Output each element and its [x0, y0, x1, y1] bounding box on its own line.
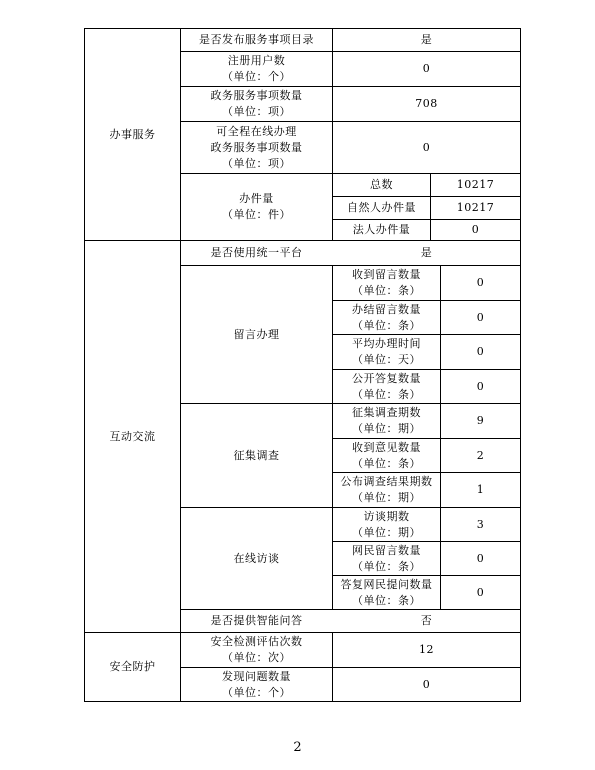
page-number: 2: [293, 740, 302, 755]
catalog-label: 是否发布服务事项目录: [199, 33, 314, 46]
interview-periods-value: 3: [476, 517, 485, 531]
messages-received-label: 收到留言数量 （单位：条）: [352, 268, 421, 297]
survey-periods-value: 9: [476, 414, 485, 427]
cases-legal-label: 法人办件量: [352, 223, 411, 236]
inspections-value: 12: [419, 643, 434, 656]
issues-value: 0: [422, 677, 431, 691]
interview-group-label: 在线访谈: [233, 551, 280, 565]
interview-answered-value: 0: [476, 585, 485, 599]
messages-received-value: 0: [476, 276, 485, 289]
issues-label: 发现问题数量 （单位：个）: [222, 669, 291, 699]
inspections-label: 安全检测评估次数 （单位：次）: [210, 635, 303, 664]
smart-qa-value: 否: [420, 614, 433, 627]
messages-avg-time-label: 平均办理时间 （单位：天）: [352, 337, 421, 366]
messages-avg-time-value: 0: [476, 345, 485, 358]
section-label-interaction: 互动交流: [109, 429, 156, 443]
survey-results-label: 公布调查结果期数 （单位：期）: [340, 475, 433, 504]
users-value: 0: [422, 62, 431, 75]
online-items-value: 0: [422, 140, 431, 154]
interview-answered-label: 答复网民提问数量 （单位：条）: [340, 577, 433, 607]
items-value: 708: [415, 97, 438, 110]
cases-total-value: 10217: [456, 178, 495, 191]
catalog-value: 是: [420, 33, 433, 46]
messages-group-label: 留言办理: [233, 327, 280, 341]
survey-opinions-label: 收到意见数量 （单位：条）: [352, 440, 421, 470]
platform-label: 是否使用统一平台: [210, 246, 303, 259]
survey-opinions-value: 2: [476, 448, 485, 462]
section-label-service: 办事服务: [109, 127, 156, 141]
items-label: 政务服务事项数量 （单位：项）: [210, 89, 303, 118]
interview-periods-label: 访谈期数 （单位：期）: [352, 509, 421, 539]
cases-legal-value: 0: [471, 223, 480, 236]
online-items-label: 可全程在线办理 政务服务事项数量 （单位：项）: [210, 124, 303, 170]
survey-results-value: 1: [476, 483, 485, 496]
smart-qa-label: 是否提供智能问答: [210, 614, 303, 627]
cases-natural-value: 10217: [456, 201, 495, 214]
interview-netizen-msgs-value: 0: [476, 551, 485, 565]
cases-total-label: 总数: [370, 178, 393, 191]
messages-closed-value: 0: [476, 310, 485, 324]
cases-natural-label: 自然人办件量: [347, 201, 416, 214]
messages-closed-label: 办结留言数量 （单位：条）: [352, 302, 421, 332]
survey-group-label: 征集调查: [233, 448, 280, 462]
messages-public-replies-label: 公开答复数量 （单位：条）: [352, 371, 421, 401]
users-label: 注册用户数 （单位：个）: [222, 54, 291, 83]
survey-periods-label: 征集调查期数 （单位：期）: [352, 406, 421, 435]
platform-value: 是: [420, 246, 433, 259]
interview-netizen-msgs-label: 网民留言数量 （单位：条）: [352, 543, 421, 573]
section-label-security: 安全防护: [109, 660, 156, 673]
messages-public-replies-value: 0: [476, 379, 485, 393]
cases-label: 办件量 （单位：件）: [222, 192, 291, 221]
